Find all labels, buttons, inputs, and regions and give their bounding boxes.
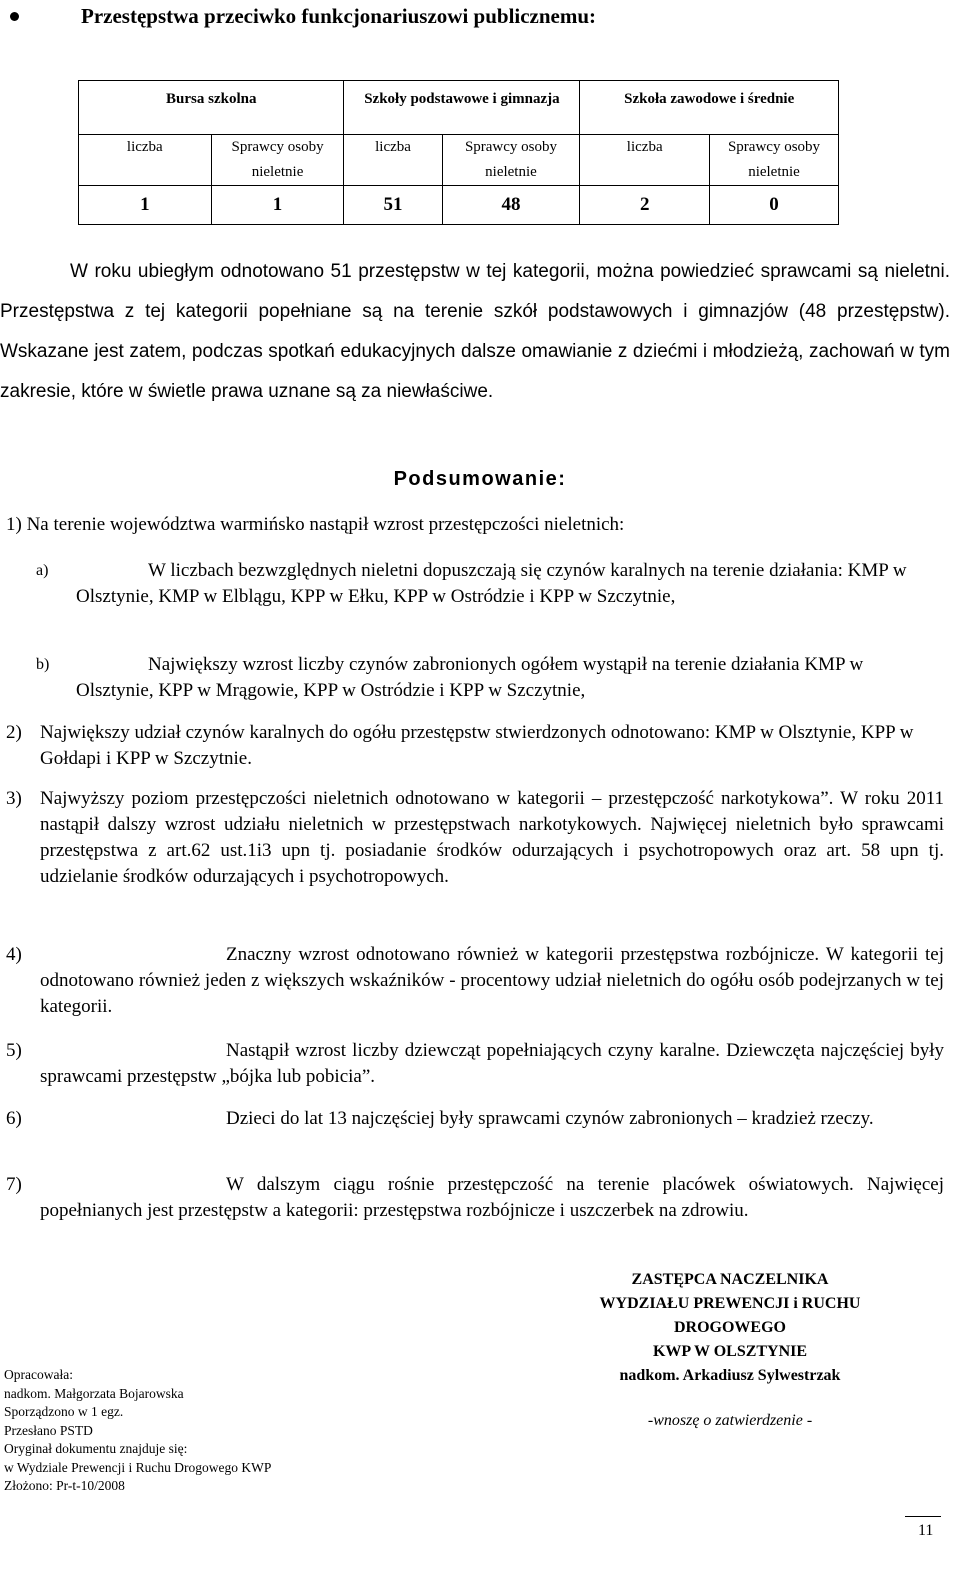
footer-notes <box>4 1366 271 1496</box>
page-number-divider <box>905 1516 941 1517</box>
table-cell: 0 <box>710 186 839 225</box>
signature-block <box>560 1268 900 1388</box>
bullet-icon <box>10 12 19 21</box>
list-item <box>6 786 944 890</box>
list-item <box>36 558 916 610</box>
item-label: a) <box>36 562 49 579</box>
footer-line: nadkom. Małgorzata Bojarowska <box>4 1385 184 1401</box>
col-header-liczba: liczba <box>580 135 710 186</box>
table-cell: 2 <box>580 186 710 225</box>
item-text: Największy udział czynów karalnych do ogółu przestępstw stwierdzonych odnotowano: KMP w Olsztynie, KPP w Gołdapi i KPP w Szczytnie. <box>40 722 914 769</box>
category-bursa: Bursa szkolna <box>79 81 344 135</box>
col-header-sprawcy: Sprawcy osoby nieletnie <box>442 135 580 186</box>
list-item <box>36 652 936 704</box>
category-zawodowe: Szkoła zawodowe i średnie <box>580 81 839 135</box>
statistics-table <box>78 80 839 225</box>
category-podstawowe: Szkoły podstawowe i gimnazja <box>344 81 580 135</box>
table-cell: 1 <box>211 186 344 225</box>
footer-line: Przesłano PSTD <box>4 1422 93 1438</box>
list-item <box>6 942 944 1020</box>
table-row <box>79 81 839 135</box>
signature-line: KWP W OLSZTYNIE <box>652 1343 808 1360</box>
item-text: Dzieci do lat 13 najczęściej były sprawcami czynów zabronionych – kradzież rzeczy. <box>226 1108 874 1129</box>
paragraph-text: W roku ubiegłym odnotowano 51 przestępstw w tej kategorii, można powiedzieć sprawcami są nieletni. Przestępstwa z tej kategorii popełniane są na terenie szkół podstawowych i gimnazjów (48 przestępstw). Wskazane jest zatem, podczas spotkań edukacyjnych dalsze omawianie z dziećmi i młodzieżą, zachowań w tym zakresie, które w świetle prawa uznane są za niewłaściwe. <box>0 261 950 402</box>
signature-name: nadkom. Arkadiusz Sylwestrzak <box>619 1367 841 1384</box>
page-number: 11 <box>918 1522 934 1539</box>
item-text: Nastąpił wzrost liczby dziewcząt popełniających czyny karalne. Dziewczęta najczęściej były sprawcami przestępstw „bójka lub pobicia”. <box>40 1040 944 1087</box>
item-number: 3) <box>6 788 22 809</box>
item-text: W liczbach bezwzględnych nieletni dopuszczają się czynów karalnych na terenie działania: KMP w Olsztynie, KMP w Elblągu, KPP w Ełku, KPP w Ostródzie i KPP w Szczytnie, <box>76 560 907 607</box>
list-item <box>6 1038 944 1090</box>
table-cell: 1 <box>79 186 212 225</box>
item-number: 6) <box>6 1108 22 1129</box>
table-cell: 48 <box>442 186 580 225</box>
list-item <box>6 720 940 772</box>
approval-note: -wnoszę o zatwierdzenie - <box>647 1412 813 1429</box>
section-heading-text: Przestępstwa przeciwko funkcjonariuszowi publicznemu: <box>81 4 597 28</box>
signature-line: DROGOWEGO <box>673 1319 786 1336</box>
signature-line: WYDZIAŁU PREWENCJI i RUCHU <box>599 1295 861 1312</box>
col-header-liczba: liczba <box>79 135 212 186</box>
item-number: 7) <box>6 1174 22 1195</box>
item-number: 5) <box>6 1040 22 1061</box>
item-number: 2) <box>6 722 22 743</box>
list-item <box>6 1172 944 1224</box>
footer-line: Złożono: Pr-t-10/2008 <box>4 1478 125 1493</box>
paragraph-summary <box>0 252 950 412</box>
item-text: W dalszym ciągu rośnie przestępczość na terenie placówek oświatowych. Najwięcej popełnianych jest przestępstw a kategorii: przestępstwa rozbójnicze i uszczerbek na zdrowiu. <box>40 1174 944 1221</box>
item-number: 4) <box>6 944 22 965</box>
item-label: b) <box>36 656 50 673</box>
signature-line: ZASTĘPCA NACZELNIKA <box>631 1271 829 1288</box>
list-item <box>6 512 906 538</box>
footer-line: w Wydziale Prewencji i Ruchu Drogowego KWP <box>4 1459 272 1475</box>
table-row <box>79 186 839 225</box>
table-cell: 51 <box>344 186 442 225</box>
summary-heading: Podsumowanie: <box>393 468 567 490</box>
footer-line: Opracowała: <box>4 1367 73 1382</box>
footer-line: Sporządzono w 1 egz. <box>4 1404 124 1419</box>
section-heading <box>10 4 596 29</box>
list-item <box>6 1106 944 1132</box>
item-text: Na terenie województwa warmińsko nastąpił wzrost przestępczości nieletnich: <box>26 514 625 535</box>
footer-line: Oryginał dokumentu znajduje się: <box>4 1441 188 1456</box>
item-text: Najwyższy poziom przestępczości nieletnich odnotowano w kategorii – przestępczość narkotykowa”. W roku 2011 nastąpił dalszy wzrost udziału nieletnich w przestępstwach narkotykowych. Najwięcej nieletnich było sprawcami przestępstwa z art.62 ust.1i3 upn tj. posiadanie środków odurzających i psychotropowych oraz art. 58 upn tj. udzielanie środków odurzających i psychotropowych. <box>40 788 944 887</box>
item-number: 1) <box>6 514 22 535</box>
col-header-liczba: liczba <box>344 135 442 186</box>
col-header-sprawcy: Sprawcy osoby nieletnie <box>211 135 344 186</box>
item-text: Największy wzrost liczby czynów zabronionych ogółem wystąpił na terenie działania KMP w Olsztynie, KPP w Mrągowie, KPP w Ostródzie i KPP w Szczytnie, <box>76 654 864 701</box>
col-header-sprawcy: Sprawcy osoby nieletnie <box>710 135 839 186</box>
item-text: Znaczny wzrost odnotowano również w kategorii przestępstwa rozbójnicze. W kategorii tej odnotowano również jeden z większych wskaźników - procentowy udział nieletnich do ogółu osób podejrzanych w tej kategorii. <box>40 944 944 1017</box>
table-row <box>79 135 839 186</box>
